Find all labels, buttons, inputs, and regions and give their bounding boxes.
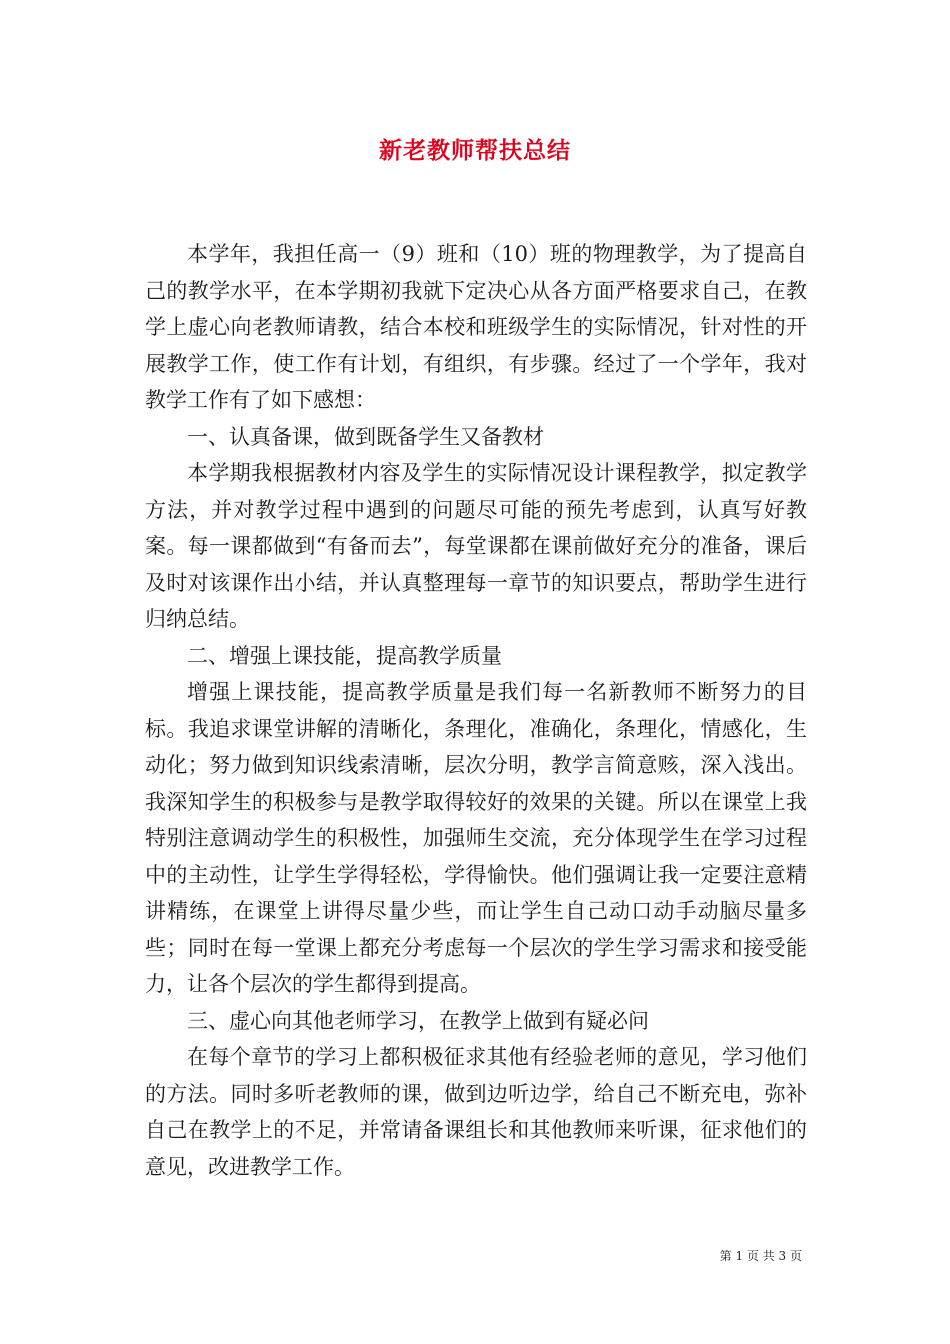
intro-paragraph: 本学年，我担任高一（9）班和（10）班的物理教学，为了提高自己的教学水平，在本学期初我就下定决心从各方面严格要求自己，在教学上虚心向老教师请教，结合本校和班级学生的实际情况，针对性的开展教学工作，使工作有计划，有组织，有步骤。经过了一个学年，我对教学工作有了如下感想： xyxy=(145,242,807,412)
section-heading-1: 一、认真备课，做到既备学生又备教材 xyxy=(187,424,544,449)
document-title: 新老教师帮扶总结 xyxy=(379,137,571,164)
page-number-footer: 第 1 页 共 3 页 xyxy=(719,1249,802,1263)
section-heading-3: 三、虚心向其他老师学习，在教学上做到有疑必问 xyxy=(187,1008,649,1033)
document-body xyxy=(145,236,807,1185)
section-paragraph-3: 在每个章节的学习上都积极征求其他有经验老师的意见，学习他们的方法。同时多听老教师的课，做到边听边学，给自己不断充电，弥补自己在教学上的不足，并常请备课组长和其他教师来听课，征求他们的意见，改进教学工作。 xyxy=(145,1045,807,1179)
section-paragraph-2: 增强上课技能，提高教学质量是我们每一名新教师不断努力的目标。我追求课堂讲解的清晰化，条理化，准确化，条理化，情感化，生动化；努力做到知识线索清晰，层次分明，教学言简意赅，深入浅出。我深知学生的积极参与是教学取得较好的效果的关键。所以在课堂上我特别注意调动学生的积极性，加强师生交流，充分体现学生在学习过程中的主动性，让学生学得轻松，学得愉快。他们强调让我一定要注意精讲精练，在课堂上讲得尽量少些，而让学生自己动口动手动脑尽量多些；同时在每一堂课上都充分考虑每一个层次的学生学习需求和接受能力，让各个层次的学生都得到提高。 xyxy=(145,680,807,996)
section-heading-2: 二、增强上课技能，提高教学质量 xyxy=(187,643,502,668)
section-paragraph-1: 本学期我根据教材内容及学生的实际情况设计课程教学，拟定教学方法，并对教学过程中遇到的问题尽可能的预先考虑到，认真写好教案。每一课都做到“有备而去”，每堂课都在课前做好充分的准备，课后及时对该课作出小结，并认真整理每一章节的知识要点，帮助学生进行归纳总结。 xyxy=(145,461,807,631)
